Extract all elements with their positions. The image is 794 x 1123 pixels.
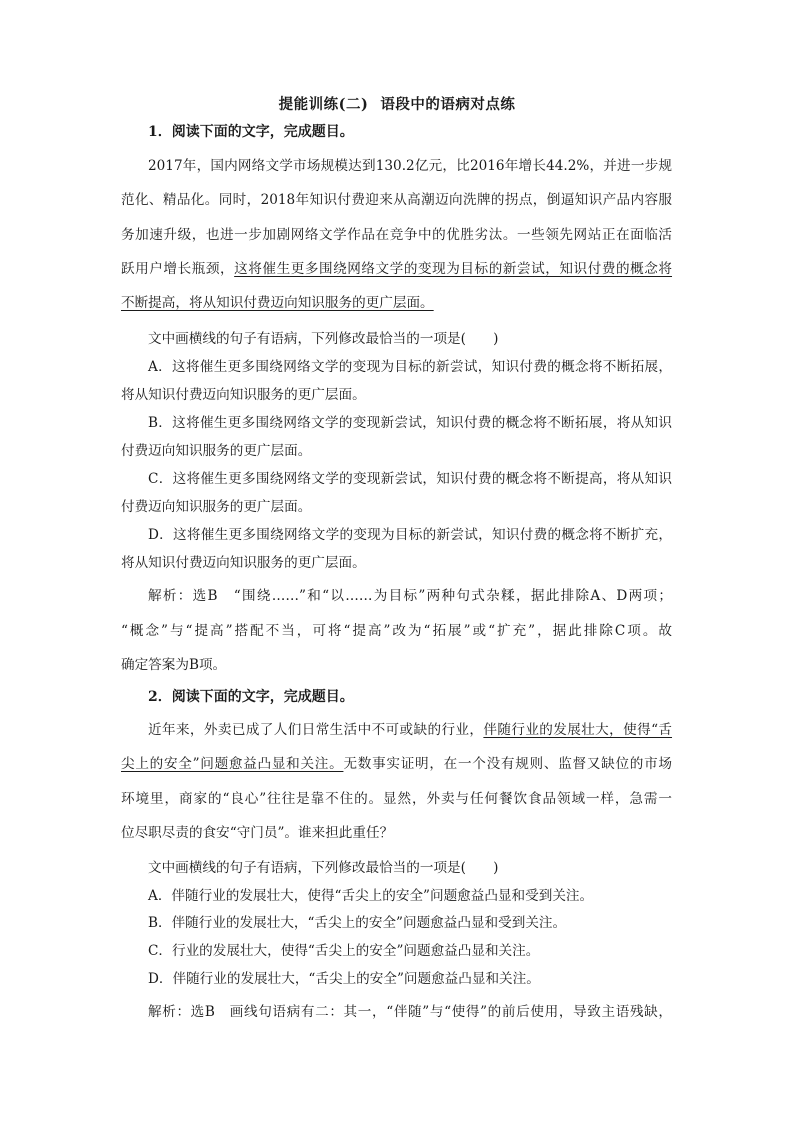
question-1-heading: 1．阅读下面的文字，完成题目。 [148,124,354,140]
q1-analysis: 解析：选B “围绕……”和“以……为目标”两种句式杂糅，据此排除A、D两项； [148,588,672,604]
q1-option-c-cont: 付费迈向知识服务的更广层面。 [121,499,312,515]
q1-option-b-cont: 付费迈向知识服务的更广层面。 [121,443,312,459]
q2-passage-line: 环境里，商家的“良心”往往是靠不住的。显然，外卖与任何餐饮食品领域一样，急需一 [121,791,672,807]
q2-option-d: D．伴随行业的发展壮大，“舌尖上的安全”问题愈益凸显和关注。 [148,971,540,987]
q1-passage-line: 范化、精品化。同时，2018年知识付费迎来从高潮迈向洗牌的拐点，倒逼知识产品内容服 [121,192,672,208]
q1-passage-line: 务加速升级，也进一步加剧网络文学作品在竞争中的优胜劣汰。一些领先网站正在面临活 [121,227,672,243]
q1-option-b: B．这将催生更多围绕网络文学的变现新尝试，知识付费的概念将不断拓展，将从知识 [148,415,672,431]
q2-prompt: 文中画横线的句子有语病，下列修改最恰当的一项是( ) [148,860,499,876]
q1-option-a-cont: 将从知识付费迈向知识服务的更广层面。 [121,387,366,403]
q1-passage-line: 跃用户增长瓶颈，这将催生更多围绕网络文学的变现为目标的新尝试，知识付费的概念将 [121,261,673,277]
q2-passage-line: 近年来，外卖已成了人们日常生活中不可或缺的行业，伴随行业的发展壮大，使得“舌 [148,722,673,738]
q1-option-d: D．这将催生更多围绕网络文学的变现为目标的新尝试，知识付费的概念将不断扩充， [148,527,672,543]
question-2-heading: 2．阅读下面的文字，完成题目。 [148,689,354,705]
q1-passage-line [121,293,434,313]
q2-passage-line: 位尽职尽责的食安“守门员”。谁来担此重任？ [121,825,394,841]
q1-option-c: C．这将催生更多围绕网络文学的变现新尝试，知识付费的概念将不断提高，将从知识 [148,471,672,487]
q2-analysis: 解析：选B 画线句语病有二：其一，“伴随”与“使得”的前后使用，导致主语残缺， [148,1004,672,1020]
q1-option-a: A．这将催生更多围绕网络文学的变现为目标的新尝试，知识付费的概念将不断拓展， [148,359,672,375]
page-title [0,93,794,114]
title-main: 提能训练(二) [278,96,369,113]
q2-option-c: C．行业的发展壮大，使得“舌尖上的安全”问题愈益凸显和关注。 [148,943,540,959]
underlined-sentence: 伴随行业的发展壮大，使得“舌 [483,722,673,738]
q1-analysis: 确定答案为B项。 [121,657,227,673]
q1-prompt: 文中画横线的句子有语病，下列修改最恰当的一项是( ) [148,331,499,347]
q2-option-b: B．伴随行业的发展壮大，“舌尖上的安全”问题愈益凸显和受到关注。 [148,915,567,931]
title-sub: 语段中的语病对点练 [380,96,516,113]
q2-passage-line: 尖上的安全”问题愈益凸显和关注。无数事实证明，在一个没有规则、监督又缺位的市场 [121,756,673,772]
underlined-sentence: 尖上的安全”问题愈益凸显和关注。 [121,756,344,772]
q1-option-d-cont: 将从知识付费迈向知识服务的更广层面。 [121,555,366,571]
q1-analysis: “概念”与“提高”搭配不当，可将“提高”改为“拓展”或“扩充”，据此排除C项。故 [121,623,672,639]
underlined-sentence: 这将催生更多围绕网络文学的变现为目标的新尝试，知识付费的概念将 [234,261,673,277]
q2-option-a: A．伴随行业的发展壮大，使得“舌尖上的安全”问题愈益凸显和受到关注。 [148,888,594,904]
q1-passage-line: 2017年，国内网络文学市场规模达到130.2亿元，比2016年增长44.2%，并进一步规 [148,158,672,174]
underlined-sentence: 不断提高，将从知识付费迈向知识服务的更广层面。 [121,295,434,311]
